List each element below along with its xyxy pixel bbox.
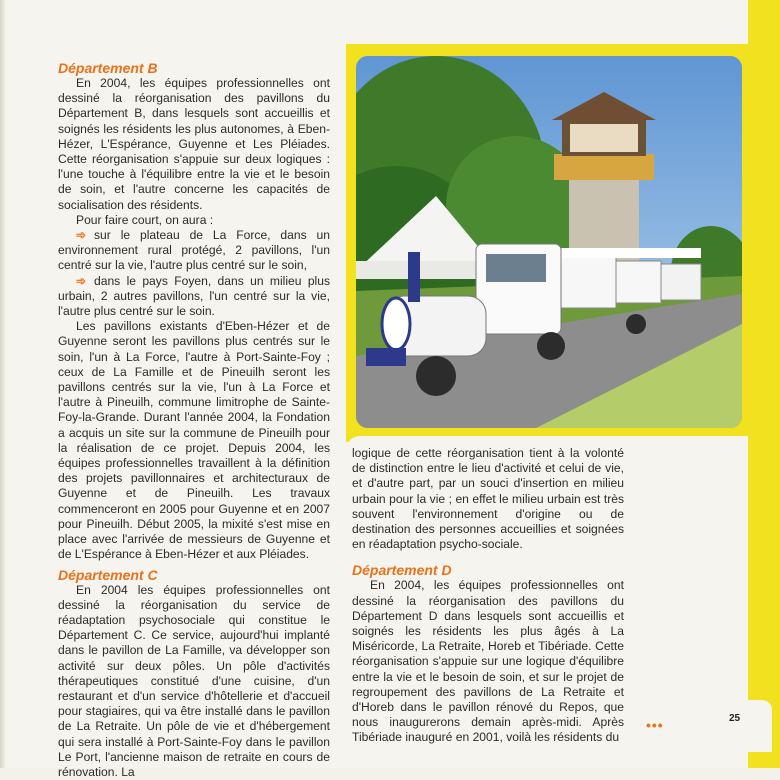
left-text-column bbox=[58, 60, 330, 780]
paragraph-c-continuation: logique de cette réorganisation tient à la volonté de distinction entre le lieu d'activité et celui de vie, et d'autre part, par un souci d'insertion en milieu urbain pour la vie ; en effet le milieu urbain est très souvent l'environnement d'origine ou de destination des personnes accueillies et soignées en réadaptation psycho-sociale. bbox=[352, 446, 624, 552]
bullet-item bbox=[58, 228, 330, 274]
bullet-text: dans le pays Foyen, dans un milieu plus urbain, 2 autres pavillons, l'un centré sur la vie, l'autre plus centré sur le soin. bbox=[58, 274, 330, 318]
arrow-bullet-icon: ➾ bbox=[76, 228, 94, 243]
bullet-text: sur le plateau de La Force, dans un environnement rural protégé, 2 pavillons, l'un centré sur la vie, l'autre plus centré sur le soin, bbox=[58, 228, 330, 272]
continuation-dots: ••• bbox=[646, 717, 664, 733]
photo-illustration bbox=[356, 56, 742, 428]
page-number-tab bbox=[712, 700, 772, 752]
right-text-column bbox=[352, 446, 624, 746]
paragraph-b-summary: Pour faire court, on aura : bbox=[58, 213, 330, 228]
paragraph-c-intro: En 2004 les équipes professionnelles ont dessiné la réorganisation du service de réadaptation psychosociale qui constitue le Département C. Ce service, aujourd'hui implanté dans le pavillon de La Famille, va développer son activité sur deux pôles. Un pôle d'activités thérapeutiques constitué d'une cuisine, d'un restaurant et d'un service d'hôtellerie et d'accueil pour stagiaires, qui va être installé dans le pavillon de La Retraite. Un pôle de vie et d'hébergement qui sera installé à Port-Sainte-Foy dans le pavillon Le Port, l'ancienne maison de retraite en cours de rénovation. La bbox=[58, 583, 330, 780]
page-number: 25 bbox=[729, 713, 740, 724]
heading-departement-c: Département C bbox=[58, 567, 330, 583]
paragraph-b-details: Les pavillons existants d'Eben-Hézer et de Guyenne seront les pavillons plus centrés sur le soin, l'un à La Force, l'autre à Port-Sainte-Foy ; ceux de La Famille et de Pineuilh seront les pavillons centrés sur la vie, l'un à La Force et l'autre à Pineuilh, commune limitrophe de Sainte-Foy-la-Grande. Durant l'année 2004, la Fondation a acquis un site sur la commune de Pineuilh pour la réalisation de ce projet. Depuis 2004, les équipes professionnelles travaillent à la définition des projets pavillonnaires et architecturaux de Guyenne et de Pineuilh. Les travaux commenceront en 2005 pour Guyenne et en 2007 pour Pineuilh. Début 2005, la mixité s'est mise en place avec l'arrivée de messieurs de Guyenne et de L'Espérance à Eben-Hézer et aux Pléiades. bbox=[58, 319, 330, 562]
tourist-train-photo bbox=[356, 56, 742, 428]
paragraph-d-intro: En 2004, les équipes professionnelles ont dessiné la réorganisation des pavillons du Département D dans lesquels sont accueillis et soignés les résidents les plus âgés à La Miséricorde, La Retraite, Horeb et Tibériade. Cette réorganisation s'appuie sur une logique d'équilibre entre la vie et le besoin de soin, et sur le projet de regroupement des pavillons de La Retraite et d'Horeb dans le pavillon rénové du Repos, que nous inaugurerons demain après-midi. Après Tibériade inauguré en 2001, voilà les résidents du bbox=[352, 578, 624, 745]
heading-departement-b: Département B bbox=[58, 60, 330, 76]
arrow-bullet-icon: ➾ bbox=[76, 274, 94, 289]
binding-shadow bbox=[0, 0, 6, 768]
bullet-item bbox=[58, 274, 330, 320]
yellow-side-band bbox=[748, 0, 780, 768]
paragraph-b-intro: En 2004, les équipes professionnelles ont dessiné la réorganisation des pavillons du Département B, dans lesquels sont accueillis et soignés les résidents les plus autonomes, à Eben-Hézer, L'Espérance, Guyenne et Les Pléiades. Cette réorganisation s'appuie sur deux logiques : l'une touche à l'équilibre entre la vie et le besoin de soin, et l'autre concerne les capacités de socialisation des résidents. bbox=[58, 76, 330, 213]
heading-departement-d: Département D bbox=[352, 562, 624, 578]
